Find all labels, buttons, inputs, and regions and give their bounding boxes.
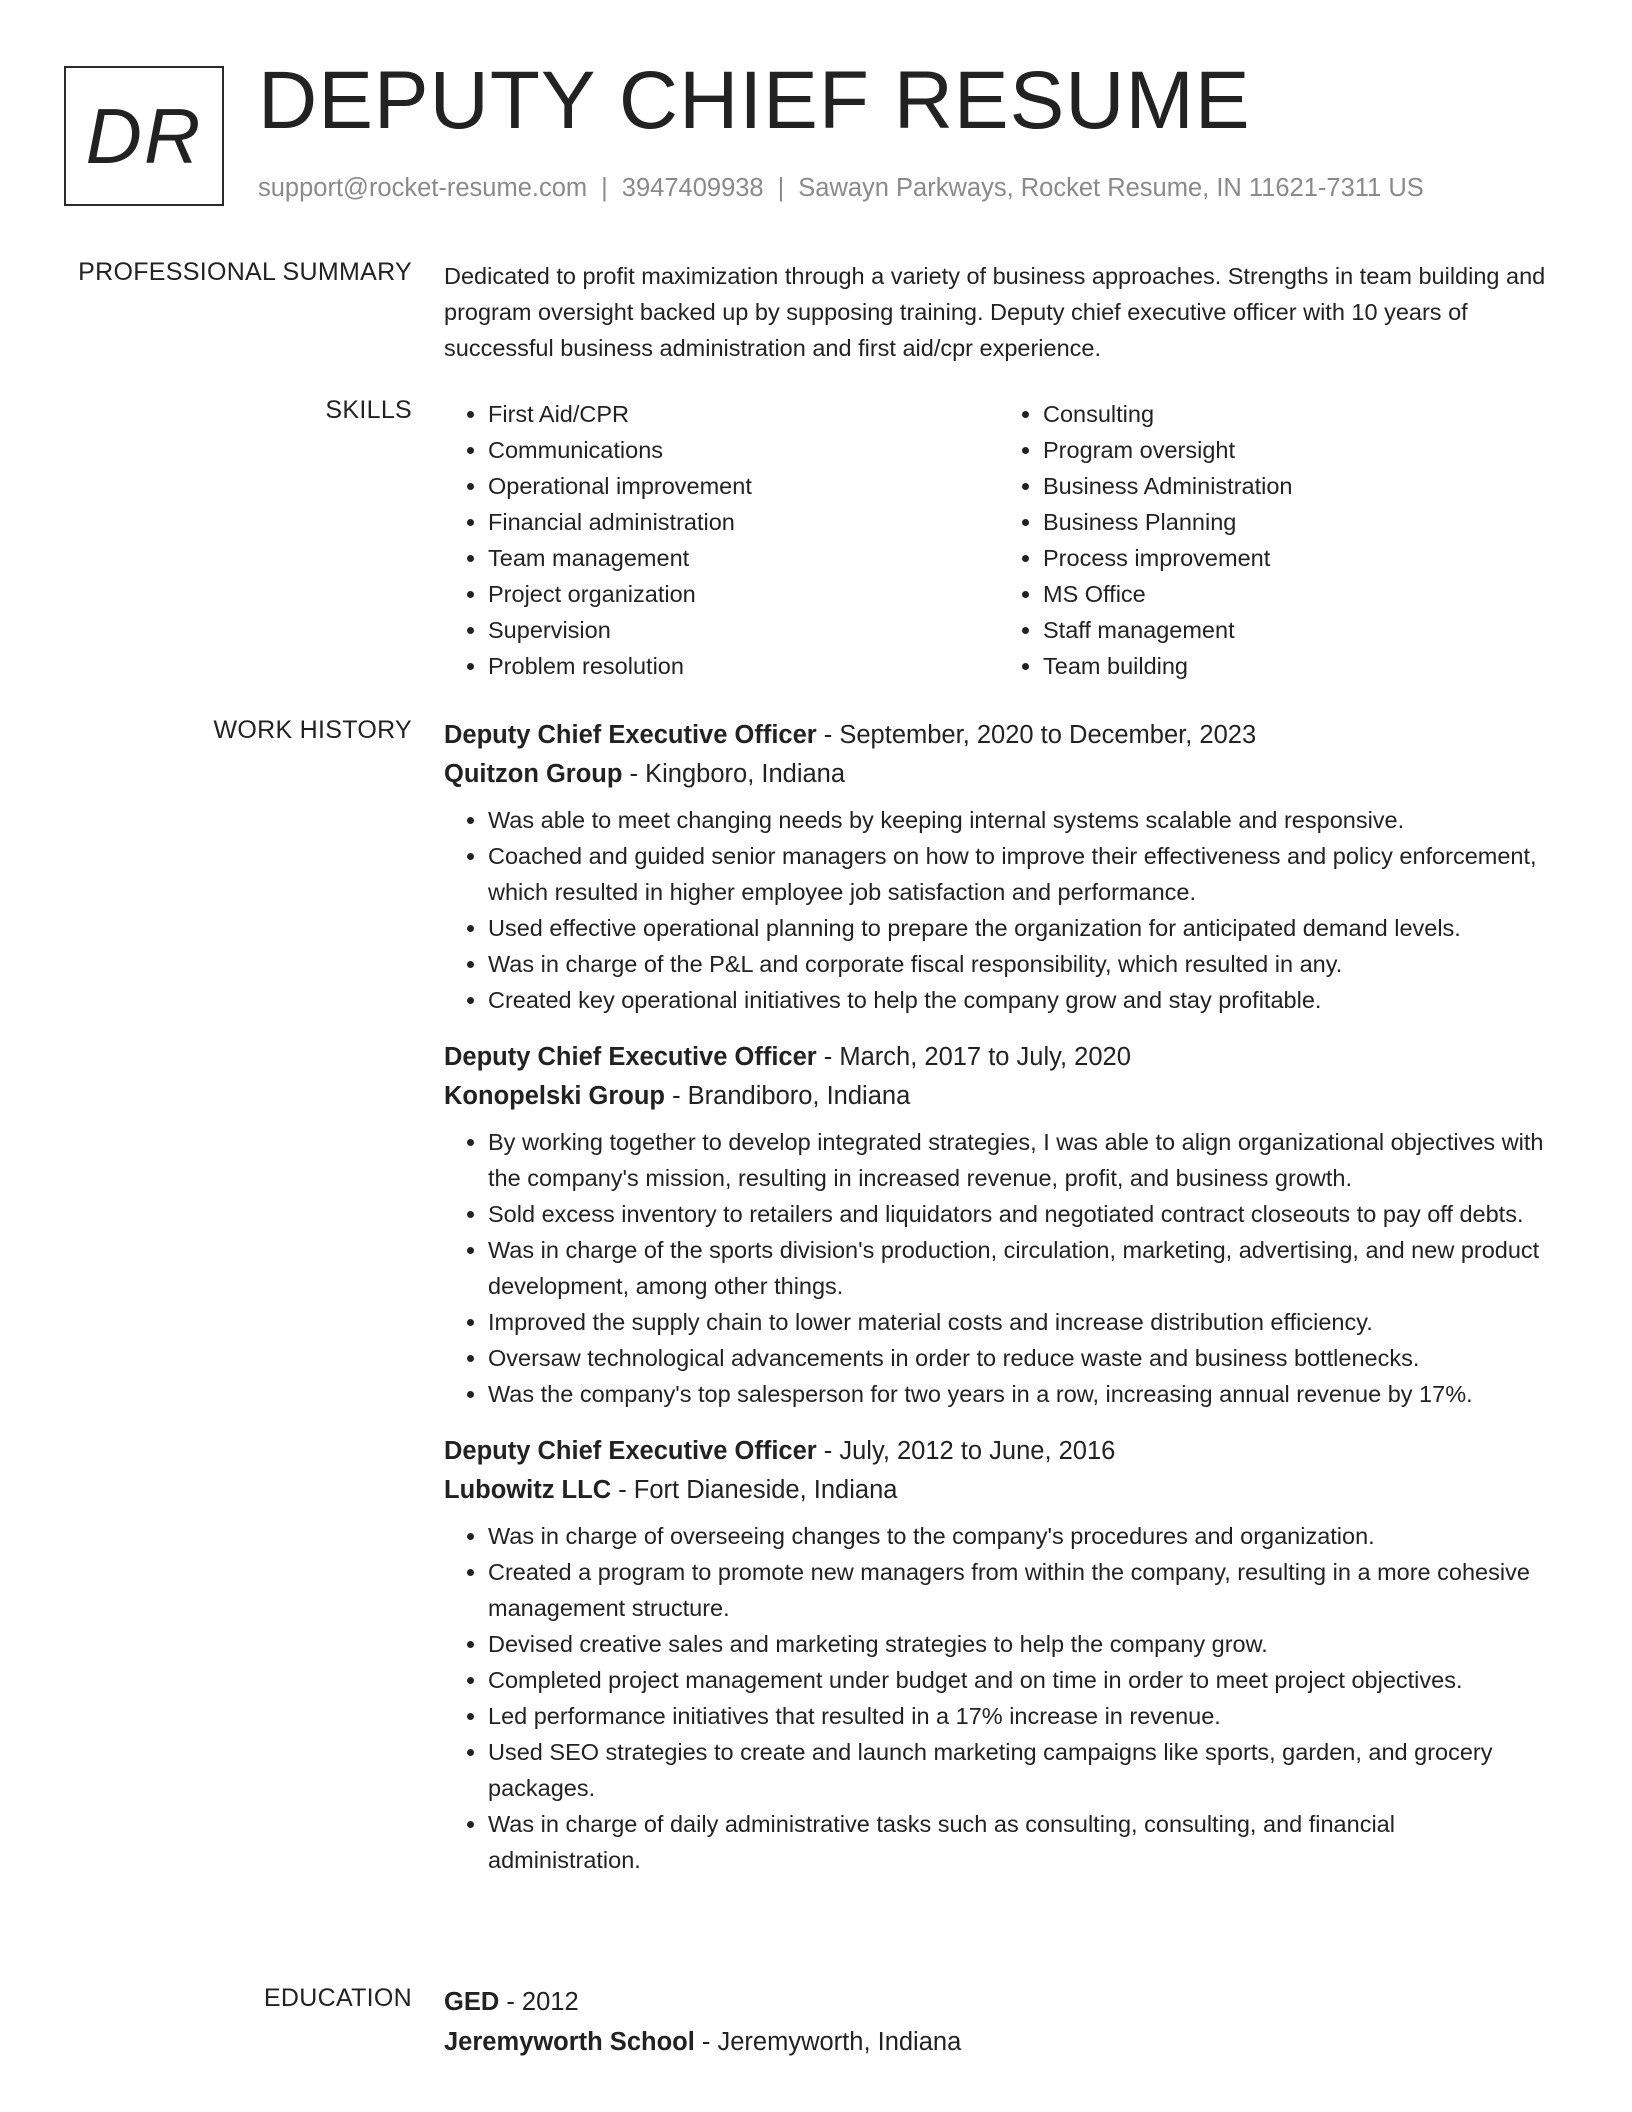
skill-item: • Team building — [1043, 648, 1554, 684]
contact-line — [258, 174, 1424, 203]
contact-address: Sawayn Parkways, Rocket Resume, IN 11621-7311 US — [798, 174, 1424, 202]
job-location: - Fort Dianeside, Indiana — [611, 1476, 898, 1504]
job-bullet: • Devised creative sales and marketing strategies to help the company grow. — [488, 1626, 1554, 1662]
job-bullet: • Was in charge of daily administrative tasks such as consulting, consulting, and financial administration. — [488, 1806, 1554, 1878]
job-title-line — [444, 1038, 1554, 1076]
education-school: Jeremyworth School — [444, 2028, 695, 2056]
job-bullet: • Improved the supply chain to lower material costs and increase distribution efficiency. — [488, 1304, 1554, 1340]
job-dates: - September, 2020 to December, 2023 — [816, 721, 1257, 749]
job-title: Deputy Chief Executive Officer — [444, 1437, 817, 1465]
job-location: - Brandiboro, Indiana — [665, 1082, 911, 1110]
work-history-body — [444, 716, 1554, 1898]
job-title-line — [444, 1432, 1554, 1470]
job-location: - Kingboro, Indiana — [622, 760, 846, 788]
job-title: Deputy Chief Executive Officer — [444, 1043, 817, 1071]
job-bullet: • Completed project management under budget and on time in order to meet project objectives. — [488, 1662, 1554, 1698]
job-company-line — [444, 1470, 1554, 1510]
job-company: Quitzon Group — [444, 760, 623, 788]
skills-heading: SKILLS — [325, 396, 412, 424]
job-bullet: • Was the company's top salesperson for two years in a row, increasing annual revenue by 17%. — [488, 1376, 1554, 1412]
skill-item: • First Aid/CPR — [488, 396, 999, 432]
skill-item: • Operational improvement — [488, 468, 999, 504]
job-bullet: • Oversaw technological advancements in order to reduce waste and business bottlenecks. — [488, 1340, 1554, 1376]
job-dates: - March, 2017 to July, 2020 — [816, 1043, 1131, 1071]
skill-item: • Business Planning — [1043, 504, 1554, 540]
job-bullet: • Was in charge of overseeing changes to the company's procedures and organization. — [488, 1518, 1554, 1554]
job-bullet: • Coached and guided senior managers on how to improve their effectiveness and policy enforcement, which resulted in higher employee job satisfaction and performance. — [488, 838, 1554, 910]
job-bullet: • Was able to meet changing needs by keeping internal systems scalable and responsive. — [488, 802, 1554, 838]
skill-item: • Business Administration — [1043, 468, 1554, 504]
skill-item: • Communications — [488, 432, 999, 468]
job-bullet: • Used effective operational planning to prepare the organization for anticipated demand levels. — [488, 910, 1554, 946]
job-company-line — [444, 754, 1554, 794]
education-body — [444, 1982, 1554, 2062]
resume-title: DEPUTY CHIEF RESUME — [258, 55, 1251, 146]
education-heading: EDUCATION — [263, 1984, 412, 2012]
job-title: Deputy Chief Executive Officer — [444, 721, 817, 749]
education-degree: GED — [444, 1988, 500, 2016]
summary-text: Dedicated to profit maximization through a variety of business approaches. Strengths in team building and program oversight backed up by supposing training. Deputy chief executive officer with 10 years of successful business administration and first aid/cpr experience. — [444, 263, 1546, 361]
contact-separator: | — [601, 174, 608, 202]
job-entry — [444, 1038, 1554, 1412]
job-entry — [444, 1432, 1554, 1878]
job-dates: - July, 2012 to June, 2016 — [816, 1437, 1116, 1465]
job-bullet: • Led performance initiatives that resulted in a 17% increase in revenue. — [488, 1698, 1554, 1734]
contact-separator: | — [777, 174, 785, 202]
skill-item: • Process improvement — [1043, 540, 1554, 576]
skills-list-left — [444, 396, 999, 684]
skill-item: • Staff management — [1043, 612, 1554, 648]
work-history-heading: WORK HISTORY — [213, 716, 412, 744]
job-bullet-list — [444, 1518, 1554, 1878]
contact-email: support@rocket-resume.com — [258, 174, 588, 202]
job-bullet: • Created key operational initiatives to help the company grow and stay profitable. — [488, 982, 1554, 1018]
monogram-logo: DR — [64, 66, 224, 206]
education-degree-line — [444, 1982, 1554, 2022]
job-bullet: • By working together to develop integrated strategies, I was able to align organizational objectives with the company's mission, resulting in increased revenue, profit, and business growth. — [488, 1124, 1554, 1196]
job-bullet: • Created a program to promote new managers from within the company, resulting in a more cohesive management structure. — [488, 1554, 1554, 1626]
skills-columns — [444, 396, 1554, 684]
job-bullet-list — [444, 1124, 1554, 1412]
job-bullet: • Was in charge of the P&L and corporate fiscal responsibility, which resulted in any. — [488, 946, 1554, 982]
job-entry — [444, 716, 1554, 1018]
education-year: - 2012 — [499, 1988, 579, 2016]
job-bullet: • Was in charge of the sports division's production, circulation, marketing, advertising, and new product development, among other things. — [488, 1232, 1554, 1304]
contact-phone: 3947409938 — [621, 174, 764, 202]
skill-item: • Project organization — [488, 576, 999, 612]
summary-body — [444, 258, 1554, 366]
skill-item: • MS Office — [1043, 576, 1554, 612]
job-title-line — [444, 716, 1554, 754]
skill-item: • Problem resolution — [488, 648, 999, 684]
job-bullet: • Used SEO strategies to create and launch marketing campaigns like sports, garden, and grocery packages. — [488, 1734, 1554, 1806]
skill-item: • Consulting — [1043, 396, 1554, 432]
education-school-line — [444, 2022, 1554, 2062]
skill-item: • Program oversight — [1043, 432, 1554, 468]
skills-body — [444, 396, 1554, 684]
education-location: - Jeremyworth, Indiana — [694, 2028, 962, 2056]
skill-item: • Financial administration — [488, 504, 999, 540]
job-bullet: • Sold excess inventory to retailers and liquidators and negotiated contract closeouts to pay off debts. — [488, 1196, 1554, 1232]
skills-list-right — [999, 396, 1554, 684]
job-company: Lubowitz LLC — [444, 1476, 612, 1504]
skill-item: • Supervision — [488, 612, 999, 648]
job-bullet-list — [444, 802, 1554, 1018]
job-company: Konopelski Group — [444, 1082, 666, 1110]
skill-item: • Team management — [488, 540, 999, 576]
job-company-line — [444, 1076, 1554, 1116]
summary-heading: PROFESSIONAL SUMMARY — [78, 258, 412, 286]
